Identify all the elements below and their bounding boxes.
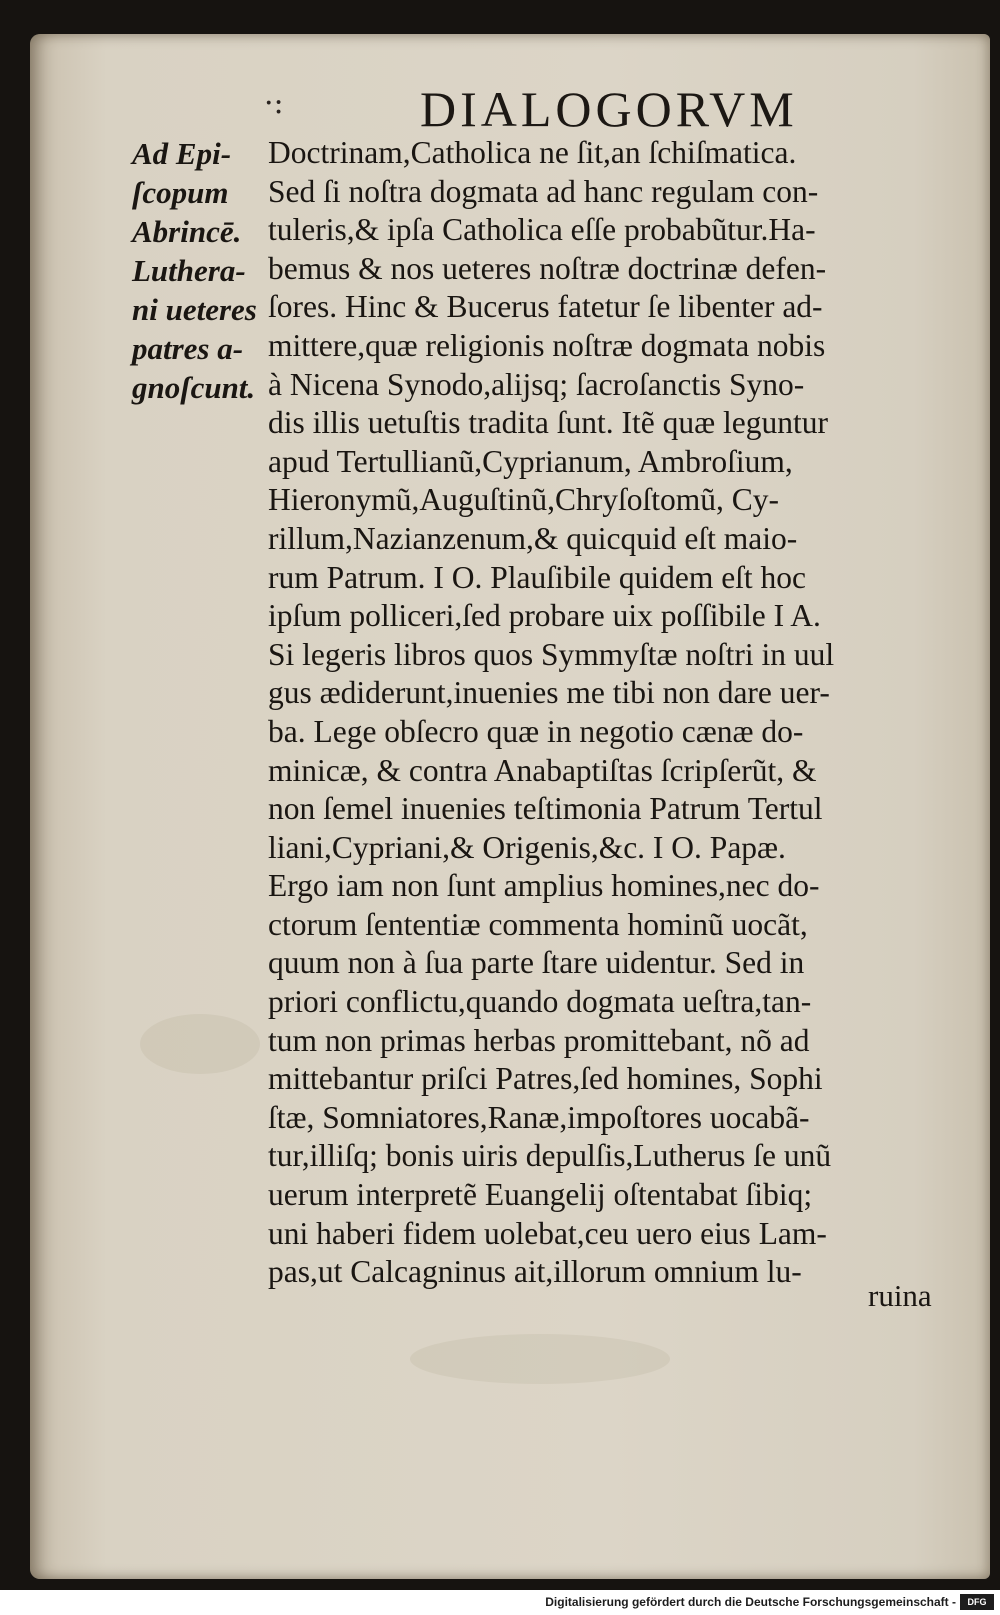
text-line: rillum,Nazianzenum,& quicquid eſt maio- — [268, 520, 798, 556]
text-line: mittere,quæ religionis noſtræ dogmata nobis — [268, 327, 826, 363]
funding-credit: Digitalisierung gefördert durch die Deutsche Forschungsgemeinschaft - — [545, 1595, 956, 1609]
margin-note-line: ni ueteres — [132, 292, 257, 327]
margin-note-line: ſcopum — [132, 175, 229, 210]
text-line: gus ædiderunt,inuenies me tibi non dare uer- — [268, 675, 830, 711]
margin-notes — [132, 134, 262, 407]
text-line: Si legeris libros quos Symmyſtæ noſtri in uul — [268, 636, 835, 672]
running-title: DIALOGORVM — [420, 81, 798, 137]
text-line: apud Tertullianũ,Cyprianum, Ambroſium, — [268, 443, 793, 479]
margin-note-line: Abrincē. — [132, 214, 242, 249]
text-line: à Nicena Synodo,alijsq; ſacroſanctis Syno- — [268, 366, 805, 402]
text-line: priori conflictu,quando dogmata ueſtra,tan- — [268, 984, 812, 1020]
text-line: minicæ, & contra Anabaptiſtas ſcripſerũt, & — [268, 752, 817, 788]
body-text — [268, 134, 958, 1292]
page-header — [260, 80, 960, 140]
paper-stain — [410, 1334, 670, 1384]
footer-bar — [0, 1590, 1000, 1615]
text-line: Ergo iam non ſunt amplius homines,nec do- — [268, 868, 820, 904]
margin-note-line: Luthera- — [132, 253, 246, 288]
margin-note-line: patres a- — [132, 331, 244, 366]
text-line: ipſum polliceri,ſed probare uix poſſibile I A. — [268, 598, 821, 634]
text-line: Doctrinam,Catholica ne ſit,an ſchiſmatica. — [268, 135, 797, 170]
catchword: ruina — [868, 1278, 932, 1313]
text-line: uerum interpretẽ Euangelij oſtentabat ſibiq; — [268, 1177, 813, 1213]
text-line: tum non primas herbas promittebant, nõ ad — [268, 1022, 810, 1058]
text-line: uni haberi fidem uolebat,ceu uero eius Lam- — [268, 1215, 827, 1251]
margin-note-line: gnoſcunt. — [132, 370, 256, 405]
text-line: ba. Lege obſecro quæ in negotio cænæ do- — [268, 713, 804, 749]
text-line: non ſemel inuenies teſtimonia Patrum Tertul — [268, 791, 823, 827]
text-line: dis illis uetuſtis tradita ſunt. Itẽ quæ leguntur — [268, 405, 828, 441]
text-line: pas,ut Calcagninus ait,illorum omnium lu- — [268, 1254, 802, 1290]
dfg-logo: DFG — [960, 1594, 994, 1610]
text-line: bemus & nos ueteres noſtræ doctrinæ defen- — [268, 250, 827, 286]
text-line: ſtæ, Somniatores,Ranæ,impoſtores uocabã- — [268, 1099, 810, 1135]
text-line: quum non à ſua parte ſtare uidentur. Sed in — [268, 945, 805, 981]
text-line: ctorum ſententiæ commenta hominũ uocãt, — [268, 906, 808, 942]
paper-stain — [140, 1014, 260, 1074]
text-line: mittebantur priſci Patres,ſed homines, Sophi — [268, 1061, 823, 1097]
text-line: ſores. Hinc & Bucerus fatetur ſe libenter ad- — [268, 289, 823, 325]
text-line: rum Patrum. I O. Plauſibile quidem eſt hoc — [268, 559, 807, 595]
margin-note-line: Ad Epi- — [132, 136, 232, 171]
text-line: liani,Cypriani,& Origenis,&c. I O. Papæ. — [268, 829, 786, 865]
text-line: Sed ſi noſtra dogmata ad hanc regulam con- — [268, 173, 819, 209]
text-line: Hieronymũ,Auguſtinũ,Chryſoſtomũ, Cy- — [268, 482, 779, 518]
text-line: tur,illiſq; bonis uiris depulſis,Lutherus ſe unũ — [268, 1138, 832, 1174]
header-mark: ·: — [264, 86, 284, 121]
text-line: tuleris,& ipſa Catholica eſſe probabũtur.Ha- — [268, 212, 816, 248]
